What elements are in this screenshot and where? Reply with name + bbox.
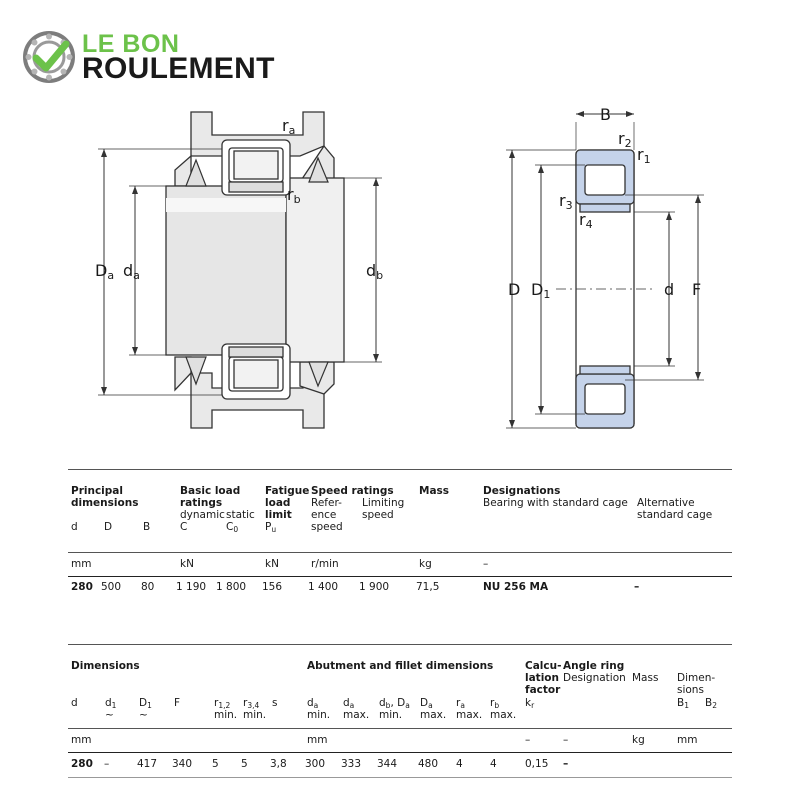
t2-h-r12: $r_{1,2}$ bbox=[214, 697, 231, 710]
t2-h-dimen-1: Dimen- bbox=[677, 672, 716, 684]
t1-row-desig: NU 256 MA bbox=[483, 581, 549, 593]
logo-line1: LE BON bbox=[82, 30, 180, 58]
t2-rule-units bbox=[68, 728, 732, 729]
t2-row-da-min: 300 bbox=[305, 758, 326, 770]
label-da: da bbox=[123, 261, 140, 282]
t1-row-C0: 1 800 bbox=[216, 581, 247, 593]
t2-h-db-min: min. bbox=[379, 709, 403, 721]
t2-row-rb: 4 bbox=[490, 758, 497, 770]
t2-h-Da: $D_a$ bbox=[420, 697, 433, 710]
t1-row-lim: 1 900 bbox=[359, 581, 390, 593]
t1-row-Pu: 156 bbox=[262, 581, 283, 593]
t1-row-ref: 1 400 bbox=[308, 581, 339, 593]
t2-u-mm: mm bbox=[71, 734, 92, 746]
label-Da: Da bbox=[95, 261, 115, 282]
t1-h-C: C bbox=[180, 521, 188, 533]
t2-h-s: s bbox=[272, 697, 278, 709]
t2-row-ra: 4 bbox=[456, 758, 463, 770]
label-r2: r2 bbox=[618, 129, 632, 150]
t2-h-B2: $B_2$ bbox=[705, 697, 717, 710]
t2-h-da-min-lbl: min. bbox=[307, 709, 331, 721]
t2-h-da-max-lbl: max. bbox=[343, 709, 370, 721]
label-D: D bbox=[508, 280, 521, 299]
t1-h-mass: Mass bbox=[419, 485, 450, 497]
t1-h-fatigue-2: load bbox=[265, 497, 291, 509]
t2-h-ra-max: max. bbox=[456, 709, 483, 721]
t2-h-kr: $k_r$ bbox=[525, 697, 535, 710]
t1-h-basic-2: ratings bbox=[180, 497, 223, 509]
t2-h-rb: $r_b$ bbox=[490, 697, 500, 710]
t2-h-F: F bbox=[174, 697, 181, 709]
t2-h-calc-1: Calcu- bbox=[525, 660, 562, 672]
t1-h-ref-2: ence bbox=[311, 509, 337, 521]
t2-row-r12: 5 bbox=[212, 758, 219, 770]
t2-h-da-min: $d_a$ bbox=[307, 697, 319, 710]
t2-u-mm2: mm bbox=[307, 734, 328, 746]
t2-h-angle: Angle ring bbox=[563, 660, 625, 672]
t2-h-r34: $r_{3,4}$ bbox=[243, 697, 260, 710]
table2-bottom-rule bbox=[68, 777, 732, 778]
t2-h-d1-tilde: ~ bbox=[105, 709, 114, 721]
label-r3: r3 bbox=[559, 191, 573, 212]
label-rb: rb bbox=[287, 185, 301, 206]
t2-row-r34: 5 bbox=[241, 758, 248, 770]
label-D1: D1 bbox=[531, 280, 551, 301]
t1-row-B: 80 bbox=[141, 581, 155, 593]
t1-h-B: B bbox=[143, 521, 151, 533]
t2-h-dimen-2: sions bbox=[677, 684, 704, 696]
t2-row-s: 3,8 bbox=[270, 758, 287, 770]
t2-h-r12-min: min. bbox=[214, 709, 238, 721]
label-F: F bbox=[692, 280, 702, 299]
label-db: db bbox=[366, 261, 384, 282]
t1-u-rmin: r/min bbox=[311, 558, 339, 570]
label-d: d bbox=[664, 280, 675, 299]
t1-u-mm: mm bbox=[71, 558, 92, 570]
t2-rule-data bbox=[68, 752, 732, 753]
t2-h-abutment: Abutment and fillet dimensions bbox=[307, 660, 494, 672]
label-ra: ra bbox=[282, 116, 296, 137]
t1-h-speed: Speed ratings bbox=[311, 485, 394, 497]
t2-row-db-min: 344 bbox=[377, 758, 398, 770]
t2-h-mass: Mass bbox=[632, 672, 659, 684]
t2-h-calc-3: factor bbox=[525, 684, 561, 696]
t1-h-ref-3: speed bbox=[311, 521, 343, 533]
t2-row-d: 280 bbox=[71, 758, 93, 770]
t1-u-kg: kg bbox=[419, 558, 432, 570]
t1-h-lim-1: Limiting bbox=[362, 497, 405, 509]
t2-row-angle: – bbox=[563, 758, 569, 770]
t2-h-d: d bbox=[71, 697, 78, 709]
t1-h-ref-1: Refer- bbox=[311, 497, 342, 509]
t2-row-F: 340 bbox=[172, 758, 193, 770]
logo-line2: ROULEMENT bbox=[82, 52, 275, 85]
t2-u-kg: kg bbox=[632, 734, 645, 746]
t1-h-alt-1: Alternative bbox=[637, 497, 695, 509]
t2-row-Da-max: 480 bbox=[418, 758, 439, 770]
t1-h-fatigue-3: limit bbox=[265, 509, 292, 521]
t1-h-d: d bbox=[71, 521, 78, 533]
t1-h-D: D bbox=[104, 521, 113, 533]
t1-row-C: 1 190 bbox=[176, 581, 207, 593]
t2-row-da-max: 333 bbox=[341, 758, 362, 770]
t1-u-kN2: kN bbox=[265, 558, 279, 570]
t1-h-dynamic: dynamic bbox=[180, 509, 225, 521]
t1-row-alt: – bbox=[634, 581, 640, 593]
t2-h-r34-min: min. bbox=[243, 709, 267, 721]
t2-h-B1: $B_1$ bbox=[677, 697, 689, 710]
t2-h-rb-max: max. bbox=[490, 709, 517, 721]
t2-h-db: $d_b$, $D_a$ bbox=[379, 697, 410, 710]
t2-h-d1: $d_1$ bbox=[105, 697, 117, 710]
t2-row-d1: – bbox=[104, 758, 110, 770]
t2-u-dash2: – bbox=[563, 734, 569, 746]
t1-h-static: static bbox=[226, 509, 255, 521]
t1-h-fatigue-1: Fatigue bbox=[265, 485, 310, 497]
t2-u-mm3: mm bbox=[677, 734, 698, 746]
t2-h-ra: $r_a$ bbox=[456, 697, 465, 710]
t1-row-mass: 71,5 bbox=[416, 581, 440, 593]
t2-row-kr: 0,15 bbox=[525, 758, 549, 770]
t1-h-desig: Designations bbox=[483, 485, 561, 497]
t1-h-desig-std: Bearing with standard cage bbox=[483, 497, 628, 509]
t1-h-principal-2: dimensions bbox=[71, 497, 139, 509]
t2-row-D1: 417 bbox=[137, 758, 158, 770]
t1-h-alt-2: standard cage bbox=[637, 509, 713, 521]
t1-u-dash: – bbox=[483, 558, 489, 570]
t2-h-D1-tilde: ~ bbox=[139, 709, 148, 721]
t1-h-lim-2: speed bbox=[362, 509, 394, 521]
t2-h-Da-max: max. bbox=[420, 709, 447, 721]
label-B: B bbox=[600, 105, 611, 124]
t1-h-Pu: $P_u$ bbox=[265, 521, 277, 534]
t2-h-angle-desig: Designation bbox=[563, 672, 626, 684]
t2-h-da-max: $d_a$ bbox=[343, 697, 355, 710]
t1-h-C0: $C_0$ bbox=[226, 521, 239, 534]
t1-u-kN: kN bbox=[180, 558, 194, 570]
t1-row-d: 280 bbox=[71, 581, 93, 593]
t1-h-principal-1: Principal bbox=[71, 485, 123, 497]
label-r4: r4 bbox=[579, 210, 593, 231]
label-r1: r1 bbox=[637, 145, 651, 166]
t2-h-calc-2: lation bbox=[525, 672, 559, 684]
t2-h-D1: $D_1$ bbox=[139, 697, 152, 710]
t1-row-D: 500 bbox=[101, 581, 122, 593]
t1-h-basic-1: Basic load bbox=[180, 485, 241, 497]
t2-h-dimensions: Dimensions bbox=[71, 660, 140, 672]
t2-u-dash1: – bbox=[525, 734, 531, 746]
